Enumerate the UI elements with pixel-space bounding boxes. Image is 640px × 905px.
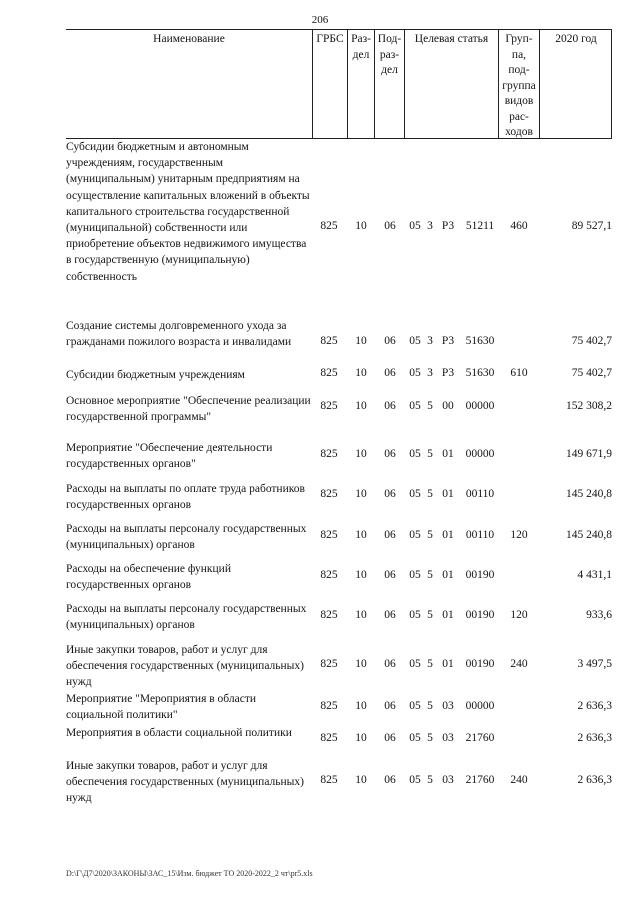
row-cs-event: Р3 — [441, 220, 455, 232]
row-podrazdel: 06 — [384, 774, 396, 786]
row-grbs: 825 — [320, 774, 338, 786]
row-podrazdel: 06 — [384, 448, 396, 460]
row-cs-direction: 00110 — [465, 529, 495, 541]
row-grbs: 825 — [320, 367, 338, 379]
row-cs-program: 05 — [409, 400, 421, 412]
row-cs-program: 05 — [409, 367, 421, 379]
row-amount: 89 527,1 — [571, 220, 612, 232]
row-podrazdel: 06 — [384, 367, 396, 379]
table-row — [66, 725, 612, 759]
row-group: 610 — [510, 367, 528, 379]
row-cs-event: 00 — [442, 400, 454, 412]
row-podrazdel: 06 — [384, 609, 396, 621]
header-grbs: ГРБС — [316, 33, 344, 45]
row-cs-event: 03 — [442, 700, 454, 712]
row-cs-subprogram: 5 — [427, 400, 433, 412]
row-name: Расходы на выплаты по оплате труда работников государственных органов — [66, 483, 305, 512]
header-group: Груп- па, под- группа видов рас- ходов — [502, 33, 536, 138]
row-podrazdel: 06 — [384, 335, 396, 347]
row-group: 460 — [510, 220, 528, 232]
row-group: 120 — [510, 529, 528, 541]
row-razdel: 10 — [355, 529, 367, 541]
row-cs-direction: 21760 — [465, 774, 495, 786]
row-cs-subprogram: 5 — [427, 529, 433, 541]
row-amount: 145 240,8 — [566, 488, 612, 500]
row-razdel: 10 — [355, 367, 367, 379]
row-grbs: 825 — [320, 488, 338, 500]
file-path-footer: D:\Г\Д7\2020\ЗАКОНЫ\ЗАС_15\Изм. бюджет ТО 2020-2022_2 чт\pr5.xls — [66, 869, 313, 878]
row-razdel: 10 — [355, 400, 367, 412]
row-cs-event: 01 — [442, 529, 454, 541]
row-amount: 4 431,1 — [577, 569, 612, 581]
row-cs-event: 01 — [442, 488, 454, 500]
row-name: Иные закупки товаров, работ и услуг для обеспечения государственных (муниципальных) нужд — [66, 644, 304, 689]
row-amount: 3 497,5 — [577, 658, 612, 670]
row-cs-event: 01 — [442, 569, 454, 581]
row-razdel: 10 — [355, 448, 367, 460]
row-grbs: 825 — [320, 220, 338, 232]
row-name: Иные закупки товаров, работ и услуг для обеспечения государственных (муниципальных) нужд — [66, 760, 304, 805]
row-cs-direction: 51630 — [465, 367, 495, 379]
row-group: 240 — [510, 774, 528, 786]
row-podrazdel: 06 — [384, 220, 396, 232]
row-cs-subprogram: 5 — [427, 732, 433, 744]
table-row — [66, 318, 612, 366]
row-razdel: 10 — [355, 732, 367, 744]
row-grbs: 825 — [320, 609, 338, 621]
row-group: 240 — [510, 658, 528, 670]
row-cs-program: 05 — [409, 732, 421, 744]
row-cs-subprogram: 5 — [427, 609, 433, 621]
row-amount: 75 402,7 — [571, 367, 612, 379]
row-cs-subprogram: 5 — [427, 488, 433, 500]
row-podrazdel: 06 — [384, 569, 396, 581]
page-number: 206 — [311, 14, 329, 26]
row-name: Мероприятие "Мероприятия в области социальной политики" — [66, 693, 256, 722]
header-year: 2020 год — [555, 33, 597, 45]
row-grbs: 825 — [320, 335, 338, 347]
row-razdel: 10 — [355, 700, 367, 712]
row-grbs: 825 — [320, 569, 338, 581]
row-amount: 145 240,8 — [566, 529, 612, 541]
row-cs-direction: 00000 — [465, 400, 495, 412]
row-cs-program: 05 — [409, 220, 421, 232]
row-grbs: 825 — [320, 732, 338, 744]
row-cs-subprogram: 3 — [427, 335, 433, 347]
row-podrazdel: 06 — [384, 400, 396, 412]
row-name: Субсидии бюджетным учреждениям — [66, 369, 245, 381]
row-razdel: 10 — [355, 774, 367, 786]
row-cs-event: 03 — [442, 774, 454, 786]
row-razdel: 10 — [355, 609, 367, 621]
table-row — [66, 393, 612, 427]
row-cs-program: 05 — [409, 609, 421, 621]
row-cs-event: Р3 — [441, 335, 455, 347]
header-name: Наименование — [153, 33, 225, 45]
row-podrazdel: 06 — [384, 529, 396, 541]
table-row — [66, 367, 612, 387]
row-name: Субсидии бюджетным и автономным учреждениям, государственным (муниципальным) унитарным предприятиям на осуществление капитальных вложений в объекты капитального строительства государственной (муниципальной) собственности или приобретение объектов недвижимого имущества в государственную (муниципальную) собственность — [66, 141, 310, 283]
table-row — [66, 440, 612, 474]
row-name: Расходы на выплаты персоналу государственных (муниципальных) органов — [66, 603, 307, 632]
row-name: Расходы на выплаты персоналу государственных (муниципальных) органов — [66, 523, 307, 552]
row-cs-subprogram: 5 — [427, 658, 433, 670]
row-amount: 75 402,7 — [571, 335, 612, 347]
row-razdel: 10 — [355, 488, 367, 500]
row-amount: 149 671,9 — [566, 448, 612, 460]
row-cs-direction: 00190 — [465, 569, 495, 581]
row-razdel: 10 — [355, 335, 367, 347]
row-podrazdel: 06 — [384, 488, 396, 500]
row-name: Мероприятия в области социальной политики — [66, 727, 292, 739]
row-cs-program: 05 — [409, 569, 421, 581]
header-podrazdel: Под- раз- дел — [377, 33, 402, 76]
row-cs-direction: 00110 — [465, 488, 495, 500]
row-amount: 2 636,3 — [577, 700, 612, 712]
row-name: Мероприятие "Обеспечение деятельности государственных органов" — [66, 442, 273, 471]
row-cs-subprogram: 5 — [427, 774, 433, 786]
row-grbs: 825 — [320, 658, 338, 670]
row-cs-program: 05 — [409, 529, 421, 541]
row-cs-direction: 00190 — [465, 609, 495, 621]
row-razdel: 10 — [355, 220, 367, 232]
row-cs-program: 05 — [409, 658, 421, 670]
table-row — [66, 642, 612, 690]
row-grbs: 825 — [320, 400, 338, 412]
row-cs-subprogram: 5 — [427, 569, 433, 581]
row-name: Расходы на обеспечение функций государственных органов — [66, 563, 231, 592]
row-cs-event: Р3 — [441, 367, 455, 379]
row-name: Создание системы долговременного ухода за гражданами пожилого возраста и инвалидами — [66, 320, 292, 349]
row-podrazdel: 06 — [384, 700, 396, 712]
row-cs-event: 03 — [442, 732, 454, 744]
row-cs-direction: 00000 — [465, 700, 495, 712]
row-cs-event: 01 — [442, 658, 454, 670]
row-amount: 2 636,3 — [577, 774, 612, 786]
row-cs-event: 01 — [442, 609, 454, 621]
row-cs-subprogram: 3 — [427, 220, 433, 232]
row-cs-program: 05 — [409, 448, 421, 460]
row-grbs: 825 — [320, 448, 338, 460]
header-razdel: Раз- дел — [351, 33, 371, 61]
row-cs-program: 05 — [409, 700, 421, 712]
row-amount: 933,6 — [586, 609, 612, 621]
row-amount: 152 308,2 — [566, 400, 612, 412]
row-cs-subprogram: 5 — [427, 448, 433, 460]
row-name: Основное мероприятие "Обеспечение реализации государственной программы" — [66, 395, 311, 424]
header-target: Целевая статья — [414, 33, 489, 45]
row-group: 120 — [510, 609, 528, 621]
row-cs-direction: 51630 — [465, 335, 495, 347]
row-cs-direction: 21760 — [465, 732, 495, 744]
table-row — [66, 521, 612, 555]
row-podrazdel: 06 — [384, 658, 396, 670]
table-row — [66, 691, 612, 725]
table-row — [66, 139, 612, 317]
table-row — [66, 601, 612, 635]
row-razdel: 10 — [355, 658, 367, 670]
table-row — [66, 758, 612, 806]
row-cs-direction: 00190 — [465, 658, 495, 670]
row-cs-program: 05 — [409, 774, 421, 786]
table-row — [66, 481, 612, 515]
row-cs-program: 05 — [409, 335, 421, 347]
table-header — [66, 29, 612, 139]
row-cs-direction: 51211 — [465, 220, 495, 232]
row-cs-subprogram: 5 — [427, 700, 433, 712]
row-razdel: 10 — [355, 569, 367, 581]
row-amount: 2 636,3 — [577, 732, 612, 744]
row-podrazdel: 06 — [384, 732, 396, 744]
table-row — [66, 561, 612, 595]
row-grbs: 825 — [320, 700, 338, 712]
row-cs-event: 01 — [442, 448, 454, 460]
row-cs-program: 05 — [409, 488, 421, 500]
row-cs-direction: 00000 — [465, 448, 495, 460]
row-grbs: 825 — [320, 529, 338, 541]
row-cs-subprogram: 3 — [427, 367, 433, 379]
